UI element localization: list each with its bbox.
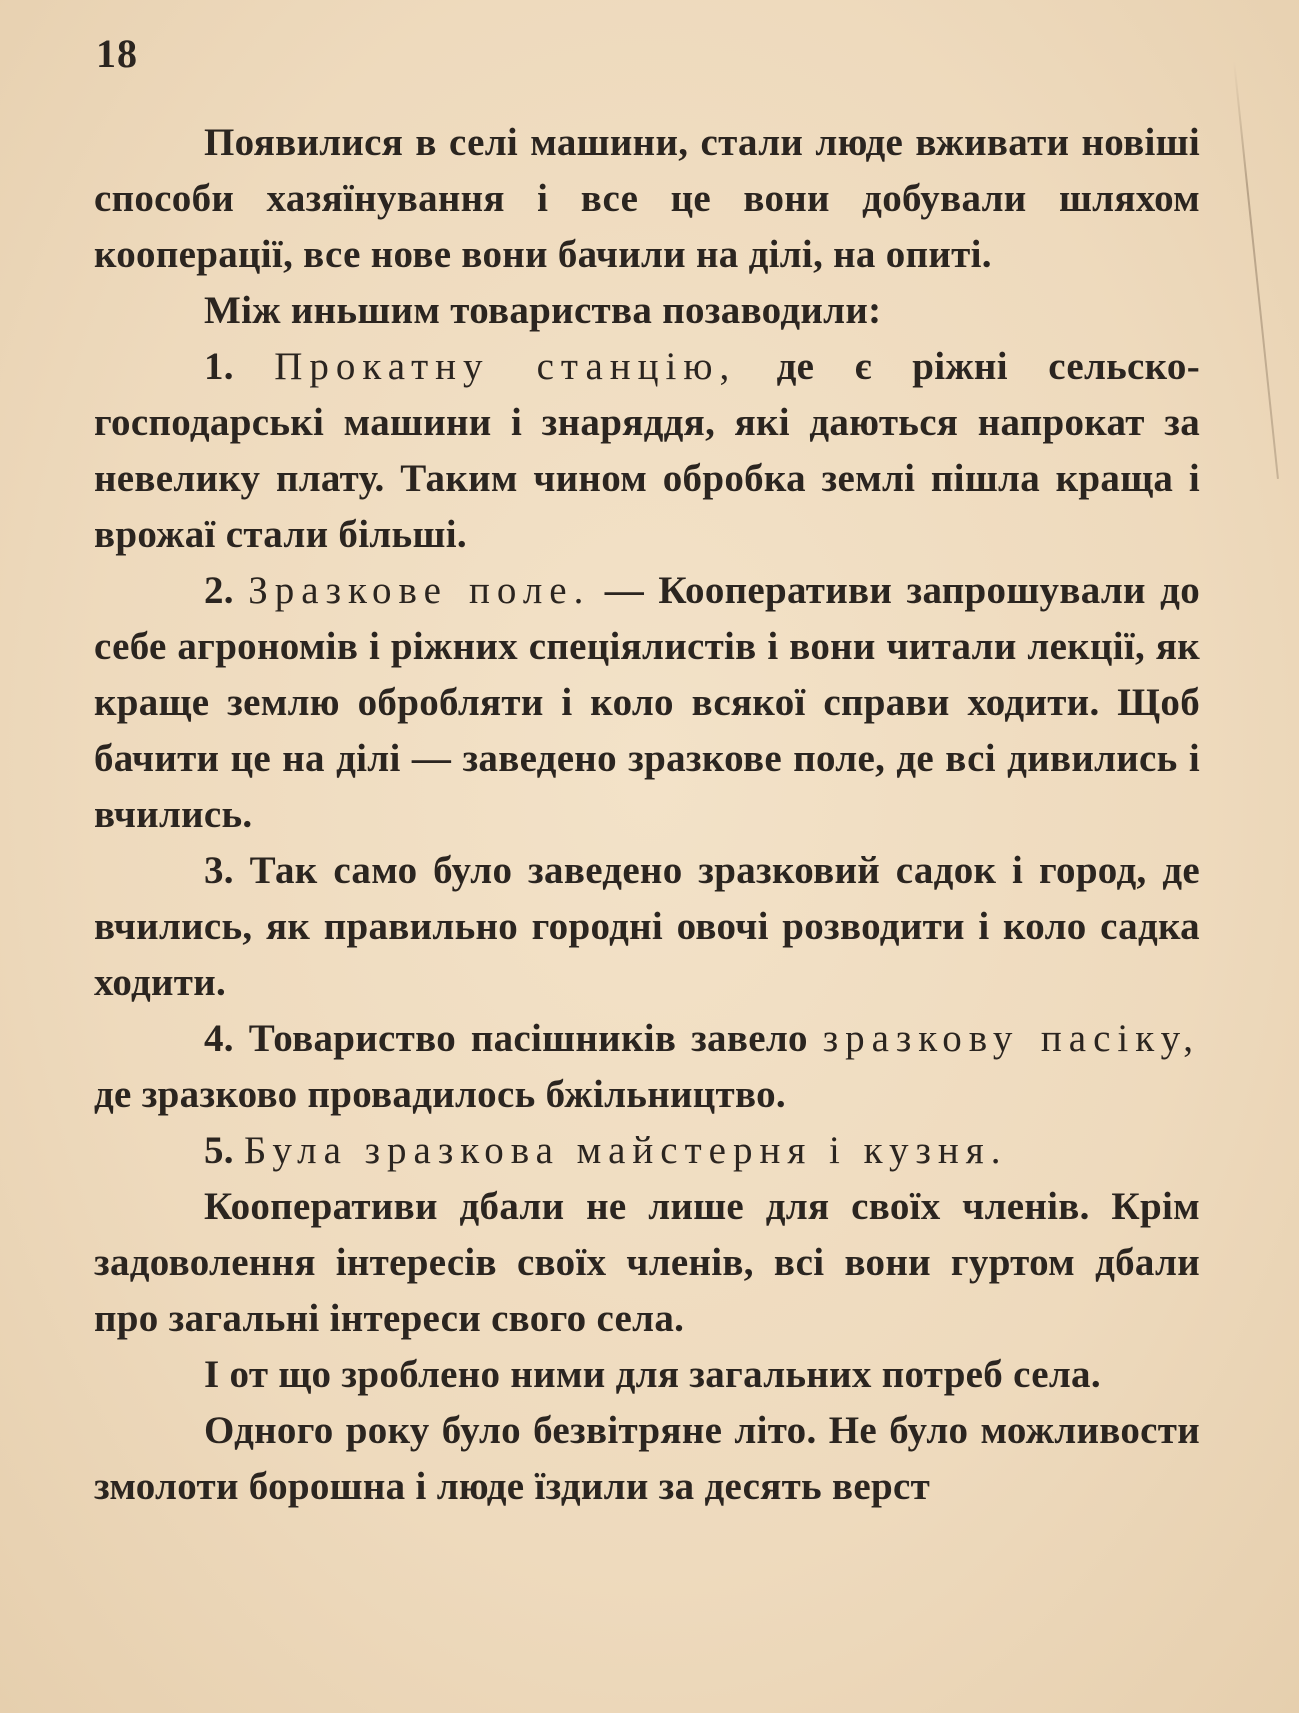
paragraph-text: де зразково провадилось бжільництво. bbox=[94, 1073, 786, 1116]
paragraph bbox=[94, 1347, 1200, 1403]
paragraph-text: Кооперативи дбали не лише для своїх членів. Крім задоволення інтересів своїх членів, всі вони гуртом дбали про загальні інтереси свого села. bbox=[94, 1185, 1200, 1340]
page-number: 18 bbox=[96, 31, 138, 76]
paragraph bbox=[94, 115, 1200, 283]
body-text bbox=[94, 115, 1200, 1515]
list-number: 2. bbox=[204, 569, 249, 612]
paragraph-text: 4. Товариство пасішників завело bbox=[204, 1017, 823, 1060]
page-edge-shadow bbox=[1233, 61, 1279, 479]
paragraph bbox=[94, 283, 1200, 339]
list-number: 1. bbox=[204, 345, 275, 388]
paragraph-text: 3. Так само було заведено зразковий садок і город, де вчились, як правильно городні овочі розводити і коло садка ходити. bbox=[94, 849, 1200, 1004]
list-number: 5. bbox=[204, 1129, 244, 1172]
paragraph-list-item-4 bbox=[94, 1011, 1200, 1123]
spaced-emphasis: зразкову пасіку, bbox=[822, 1017, 1200, 1060]
paragraph-text: де є ріжні сельско-господарські машини і знаряддя, які даються напрокат за невелику плату. Таким чином обробка землі пішла краща і врожаї стали більші. bbox=[94, 345, 1201, 556]
paragraph-text: Одного року було безвітряне літо. Не було можливости змолоти борошна і люде їздили за десять верст bbox=[94, 1409, 1200, 1508]
paragraph-list-item-3 bbox=[94, 843, 1200, 1011]
spaced-emphasis: Прокатну станцію, bbox=[274, 345, 737, 388]
paragraph-list-item-5 bbox=[94, 1123, 1200, 1179]
paragraph bbox=[94, 1403, 1200, 1515]
paragraph bbox=[94, 1179, 1200, 1347]
paragraph-text: Між иньшим товариства позаводили: bbox=[204, 289, 882, 332]
spaced-emphasis: Була зразкова майстерня і кузня. bbox=[243, 1129, 1008, 1172]
paragraph-list-item-2 bbox=[94, 563, 1200, 843]
spaced-emphasis: Зразкове поле. bbox=[248, 569, 591, 612]
paragraph-text: І от що зроблено ними для загальних потреб села. bbox=[204, 1353, 1101, 1396]
paragraph-text: Появилися в селі машини, стали люде вживати новіші способи хазяїнування і все це вони добували шляхом кооперації, все нове вони бачили на ділі, на опиті. bbox=[94, 121, 1200, 276]
paragraph-text: — Кооперативи запрошували до себе агрономів і ріжних спеціялистів і вони читали лекції, як краще землю обробляти і коло всякої справи ходити. Щоб бачити це на ділі — заведено зразкове поле, де всі дивились і вчились. bbox=[94, 569, 1200, 836]
paragraph-list-item-1 bbox=[94, 339, 1200, 563]
